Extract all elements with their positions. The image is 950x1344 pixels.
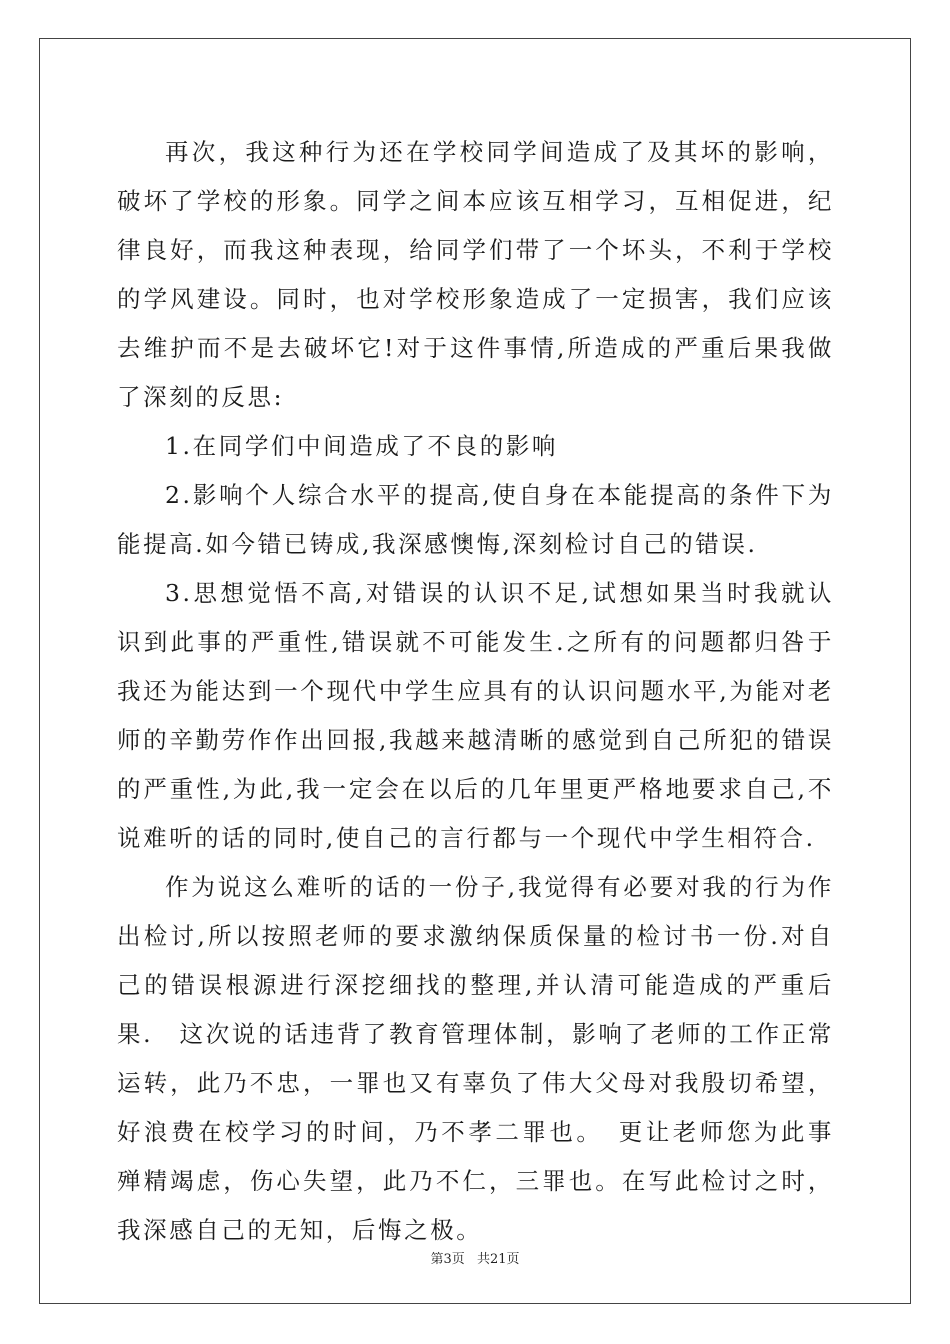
paragraph-2: 1.在同学们中间造成了不良的影响	[165, 432, 559, 460]
page-number: 第3页	[430, 1252, 465, 1267]
paragraph-4: 3.思想觉悟不高,对错误的认识不足,试想如果当时我就认识到此事的严重性,错误就不可能发生.之所有的问题都归咎于我还为能达到一个现代中学生应具有的认识问题水平,为能对老师的辛勤劳作作出回报,我越来越清晰的感觉到自己所犯的错误的严重性,为此,我一定会在以后的几年里更严格地要求自己,不说难听的话的同时,使自己的言行都与一个现代中学生相符合.	[117, 579, 834, 852]
page-footer	[0, 1248, 950, 1267]
paragraph-3: 2.影响个人综合水平的提高,使自身在本能提高的条件下为能提高.如今错已铸成,我深感懊悔,深刻检讨自己的错误.	[117, 481, 834, 558]
paragraph-5: 作为说这么难听的话的一份子,我觉得有必要对我的行为作出检讨,所以按照老师的要求激纳保质保量的检讨书一份.对自己的错误根源进行深挖细找的整理,并认清可能造成的严重后果. 这次说的话违背了教育管理体制，影响了老师的工作正常运转，此乃不忠，一罪也又有辜负了伟大父母对我殷切希望，好浪费在校学习的时间，乃不孝二罪也。 更让老师您为此事殚精竭虑，伤心失望，此乃不仁，三罪也。在写此检讨之时，我深感自己的无知，后悔之极。	[117, 873, 834, 1244]
page-total: 共21页	[476, 1252, 520, 1267]
paragraph-1: 再次，我这种行为还在学校同学间造成了及其坏的影响，破坏了学校的形象。同学之间本应该互相学习，互相促进，纪律良好，而我这种表现，给同学们带了一个坏头，不利于学校的学风建设。同时，也对学校形象造成了一定损害，我们应该去维护而不是去破坏它!对于这件事情,所造成的严重后果我做了深刻的反思:	[117, 138, 834, 411]
document-body	[117, 128, 834, 1255]
